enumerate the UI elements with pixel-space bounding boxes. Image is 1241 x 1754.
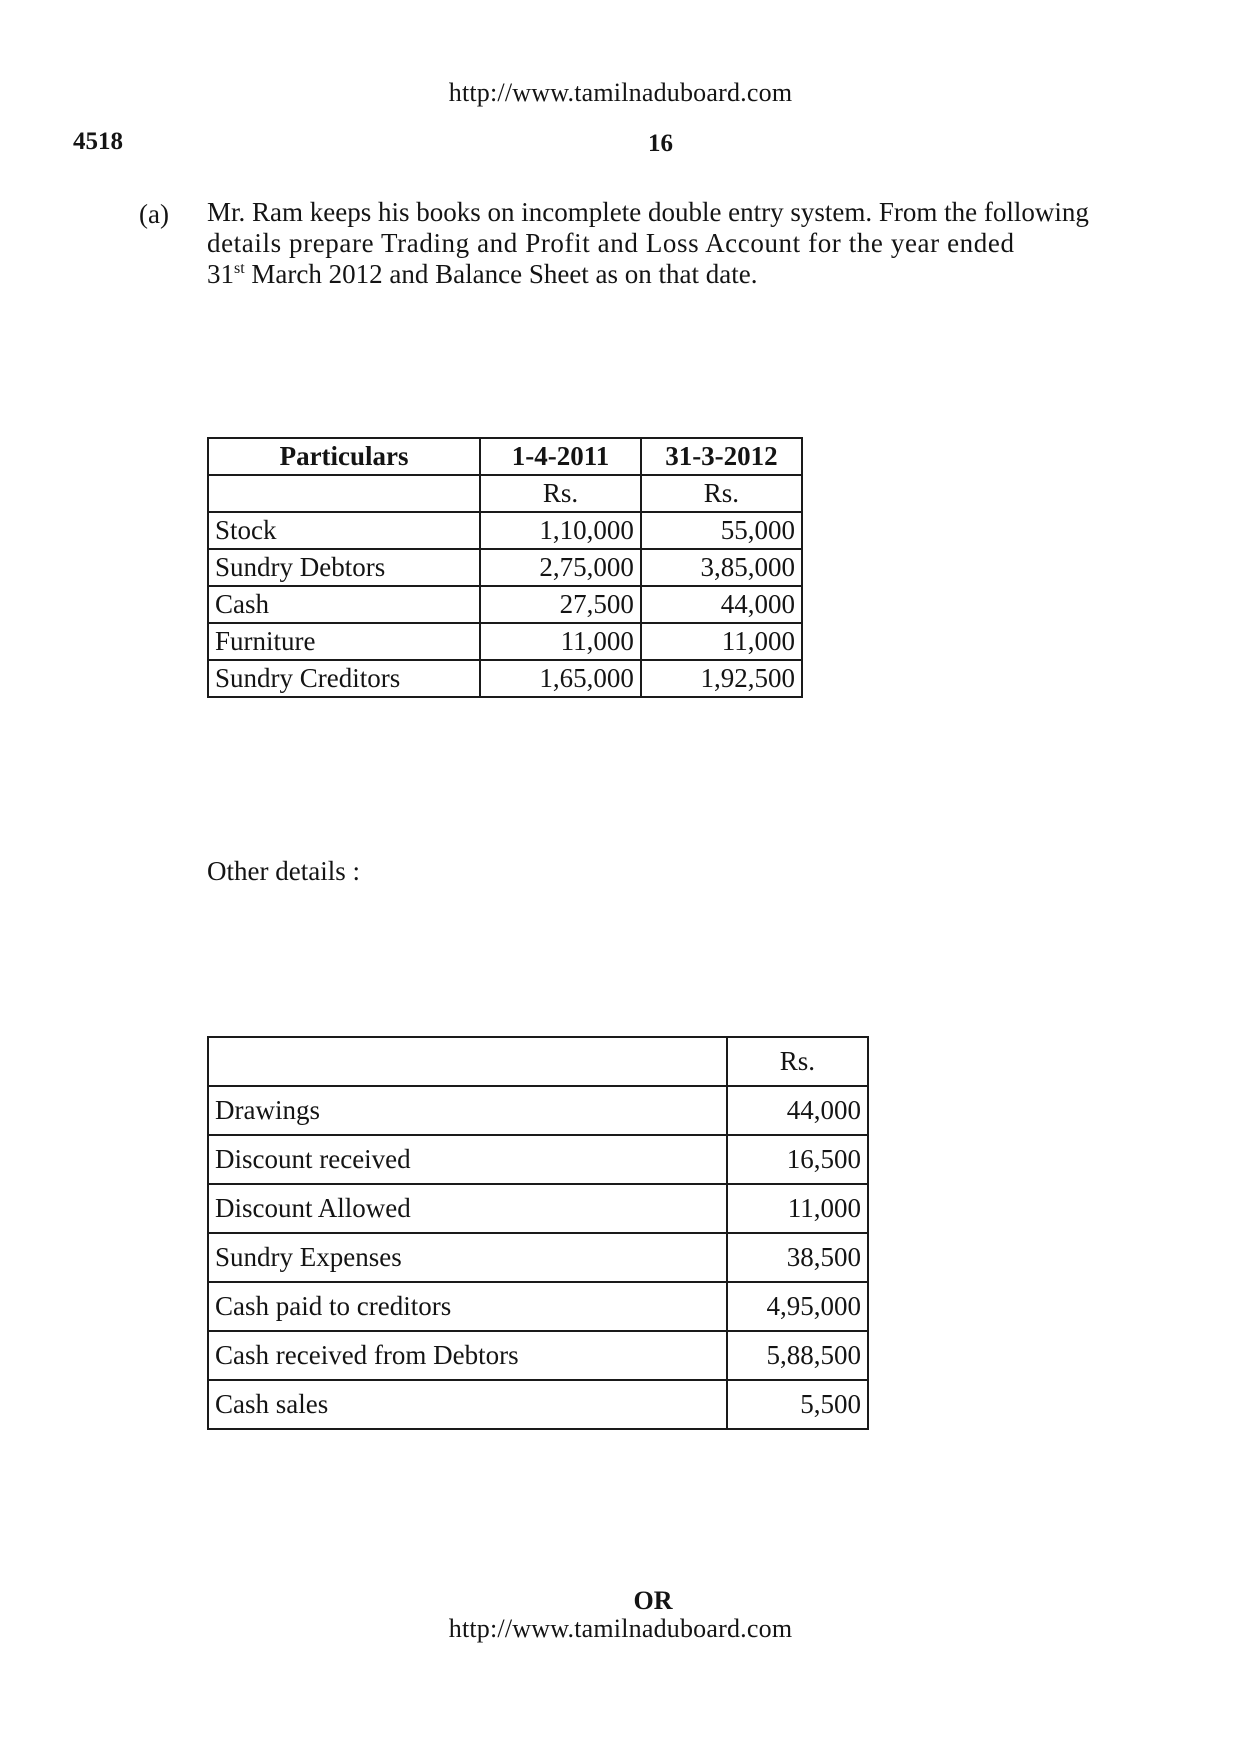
opening-value: 1,10,000 [480, 512, 641, 549]
opening-value: 11,000 [480, 623, 641, 660]
table-row [208, 586, 802, 623]
row-label: Cash paid to creditors [208, 1282, 727, 1331]
table-row [208, 1086, 868, 1135]
row-label: Drawings [208, 1086, 727, 1135]
row-label: Furniture [208, 623, 480, 660]
amount-value: 38,500 [727, 1233, 868, 1282]
row-label: Cash received from Debtors [208, 1331, 727, 1380]
closing-value: 1,92,500 [641, 660, 802, 697]
footer-url: http://www.tamilnaduboard.com [448, 1614, 793, 1643]
row-label: Cash [208, 586, 480, 623]
amount-value: 16,500 [727, 1135, 868, 1184]
paper-code: 4518 [73, 128, 123, 155]
closing-value: 44,000 [641, 586, 802, 623]
closing-value: 11,000 [641, 623, 802, 660]
header-empty-cell [208, 1037, 727, 1086]
row-label: Sundry Creditors [208, 660, 480, 697]
amount-value: 5,500 [727, 1380, 868, 1429]
amount-value: 5,88,500 [727, 1331, 868, 1380]
row-label: Stock [208, 512, 480, 549]
question-label: (a) [139, 199, 169, 229]
balances-table [207, 437, 803, 698]
date-day: 31 [207, 259, 234, 289]
question-line-1: Mr. Ram keeps his books on incomplete double entry system. From the following [207, 197, 1089, 227]
question-text [207, 197, 1167, 290]
table-row [208, 623, 802, 660]
opening-value: 27,500 [480, 586, 641, 623]
col-header-opening-date: 1-4-2011 [480, 438, 641, 475]
unit-cell-opening: Rs. [480, 475, 641, 512]
col-header-particulars: Particulars [208, 438, 480, 475]
row-label: Cash sales [208, 1380, 727, 1429]
table-row [208, 549, 802, 586]
question-line-3 [207, 259, 1167, 290]
other-details-table [207, 1036, 869, 1430]
row-label: Sundry Expenses [208, 1233, 727, 1282]
header-url: http://www.tamilnaduboard.com [448, 78, 793, 107]
table-row [208, 1233, 868, 1282]
opening-value: 1,65,000 [480, 660, 641, 697]
other-details-label: Other details : [207, 856, 360, 886]
table-row [208, 1331, 868, 1380]
unit-cell-empty [208, 475, 480, 512]
table-row [208, 1184, 868, 1233]
unit-cell-closing: Rs. [641, 475, 802, 512]
unit-cell: Rs. [727, 1037, 868, 1086]
question-line-2: details prepare Trading and Profit and Loss Account for the year ended [207, 228, 1015, 258]
page-number: 16 [648, 130, 673, 157]
opening-value: 2,75,000 [480, 549, 641, 586]
balances-header-row [208, 438, 802, 475]
row-label: Discount received [208, 1135, 727, 1184]
or-separator: OR [633, 1586, 673, 1615]
row-label: Discount Allowed [208, 1184, 727, 1233]
table-row [208, 512, 802, 549]
closing-value: 3,85,000 [641, 549, 802, 586]
amount-value: 11,000 [727, 1184, 868, 1233]
date-ordinal: st [234, 260, 245, 277]
date-rest: March 2012 and Balance Sheet as on that date. [244, 259, 758, 289]
col-header-closing-date: 31-3-2012 [641, 438, 802, 475]
amount-value: 44,000 [727, 1086, 868, 1135]
table-row [208, 660, 802, 697]
closing-value: 55,000 [641, 512, 802, 549]
row-label: Sundry Debtors [208, 549, 480, 586]
table-row [208, 1135, 868, 1184]
table-row [208, 1380, 868, 1429]
amount-value: 4,95,000 [727, 1282, 868, 1331]
table-row [208, 1282, 868, 1331]
other-details-header-row [208, 1037, 868, 1086]
balances-unit-row [208, 475, 802, 512]
